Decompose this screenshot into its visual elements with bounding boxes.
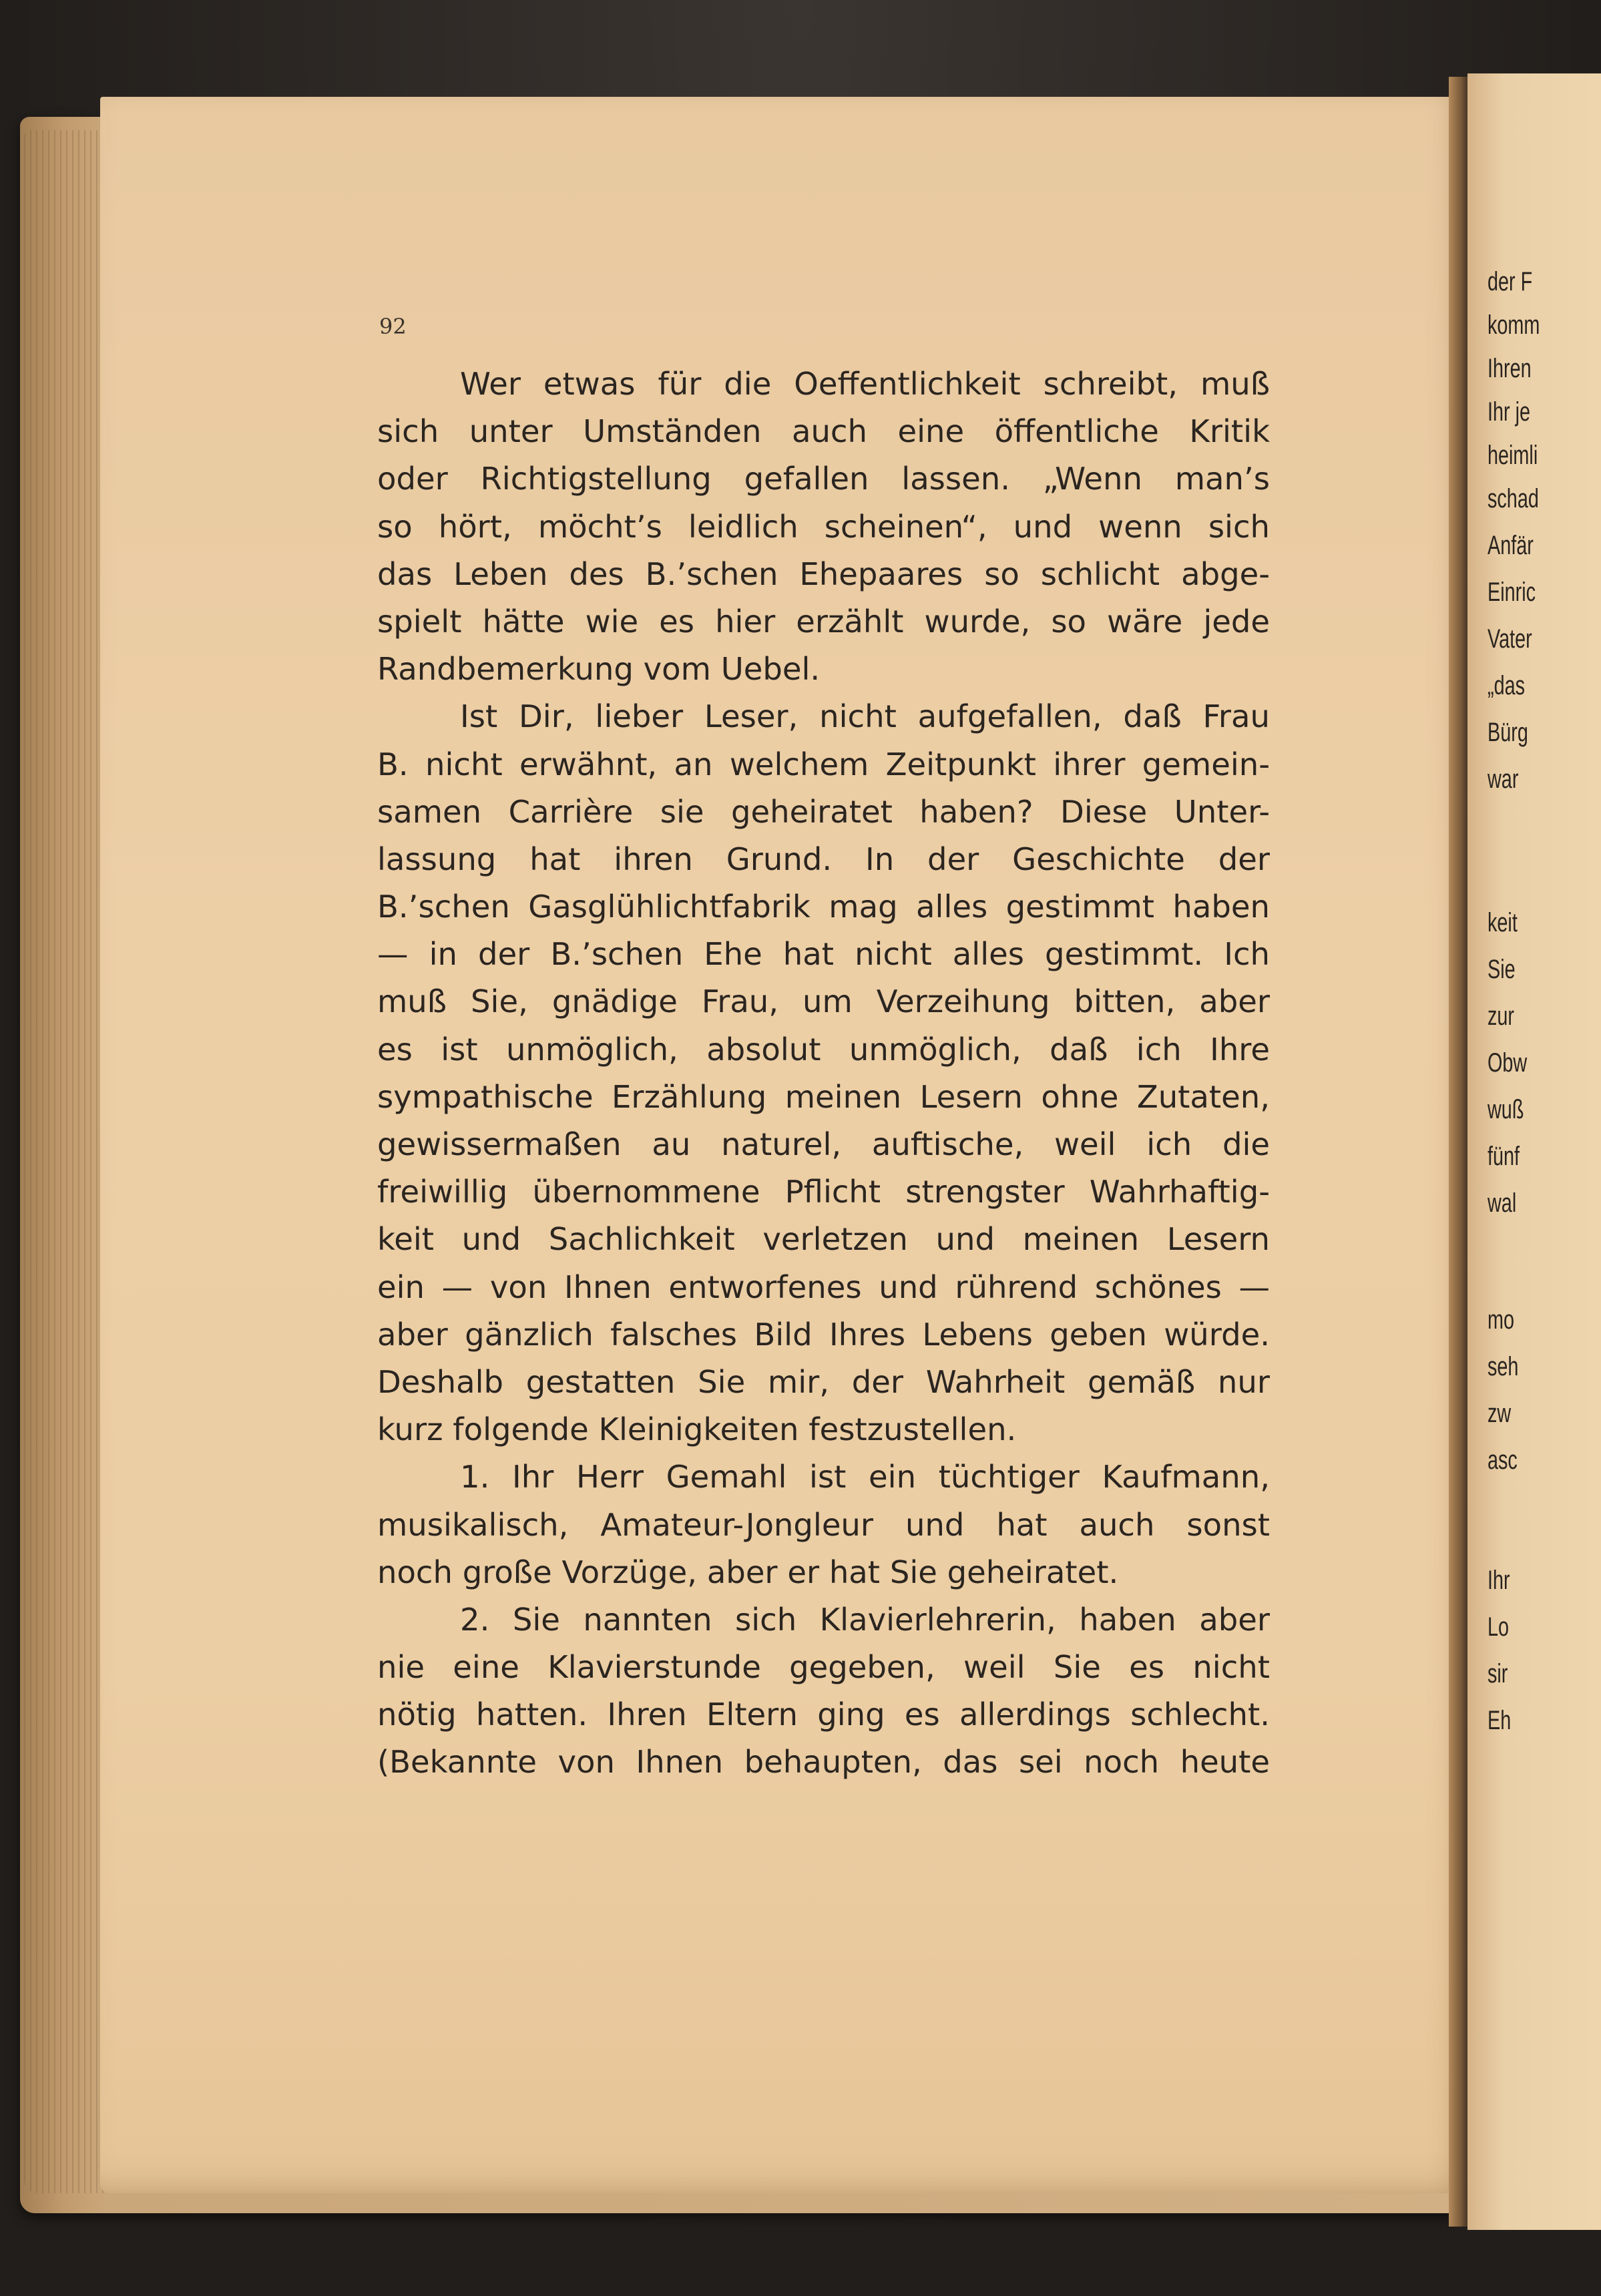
text-line: 2. Sie nannten sich Klavierlehrerin, haben aber <box>460 1601 1270 1638</box>
text-line: — in der B.’schen Ehe hat nicht alles gestimmt. Ich <box>377 936 1270 973</box>
text-line: gewissermaßen au naturel, auftische, weil ich die <box>377 1126 1270 1162</box>
text-line: (Bekannte von Ihnen behaupten, das sei noch heute <box>377 1744 1270 1781</box>
text-line: kurz folgende Kleinigkeiten festzustellen. <box>377 1411 1017 1448</box>
text-line: Deshalb gestatten Sie mir, der Wahrheit gemäß nur <box>377 1363 1270 1400</box>
right-page-line: Einric <box>1488 578 1536 607</box>
text-line: noch große Vorzüge, aber er hat Sie geheiratet. <box>377 1554 1119 1590</box>
right-page-line: zur <box>1488 1001 1515 1031</box>
text-line: ein — von Ihnen entworfenes und rührend schönes — <box>377 1269 1270 1305</box>
text-line: lassung hat ihren Grund. In der Geschichte der <box>377 841 1270 877</box>
text-line: aber gänzlich falsches Bild Ihres Lebens geben würde. <box>377 1316 1270 1353</box>
text-line: sich unter Umständen auch eine öffentliche Kritik <box>377 413 1270 450</box>
right-page-line: „das <box>1488 671 1526 700</box>
right-page-line: sir <box>1488 1659 1508 1688</box>
text-line: Ist Dir, lieber Leser, nicht aufgefallen, daß Frau <box>460 698 1270 735</box>
text-line: es ist unmöglich, absolut unmöglich, daß ich Ihre <box>377 1031 1270 1068</box>
text-line: musikalisch, Amateur-Jongleur und hat auch sonst <box>377 1506 1270 1543</box>
right-page-line: fünf <box>1488 1142 1520 1171</box>
text-line: samen Carrière sie geheiratet haben? Diese Unter- <box>377 793 1270 830</box>
text-line: sympathische Erzählung meinen Lesern ohne Zutaten, <box>377 1078 1270 1115</box>
text-line: Wer etwas für die Oeffentlichkeit schreibt, muß <box>460 366 1270 402</box>
text-line: 1. Ihr Herr Gemahl ist ein tüchtiger Kaufmann, <box>460 1459 1270 1496</box>
text-line: so hört, möcht’s leidlich scheinen“, und wenn sich <box>377 508 1270 545</box>
book-gutter <box>1449 77 1469 2227</box>
right-page-line: mo <box>1488 1305 1515 1335</box>
text-line: oder Richtigstellung gefallen lassen. „Wenn man’s <box>377 461 1270 497</box>
right-page-line: Ihr <box>1488 1566 1510 1595</box>
text-line: muß Sie, gnädige Frau, um Verzeihung bitten, aber <box>377 983 1270 1020</box>
right-page-line: war <box>1488 764 1519 794</box>
right-page-line: Bürg <box>1488 718 1528 747</box>
right-page-line: keit <box>1488 908 1518 937</box>
right-page-line: wal <box>1488 1188 1517 1218</box>
right-page-fragment <box>1467 73 1601 2230</box>
right-page-line: Vater <box>1488 624 1532 654</box>
right-page-line: wuß <box>1488 1095 1524 1124</box>
right-page-line: Ihren <box>1488 354 1532 383</box>
text-line: das Leben des B.’schen Ehepaares so schlicht abge- <box>377 555 1270 592</box>
right-page-line: Lo <box>1488 1612 1510 1642</box>
text-line: Randbemerkung vom Uebel. <box>377 651 821 688</box>
text-line: nötig hatten. Ihren Eltern ging es allerdings schlecht. <box>377 1696 1270 1733</box>
text-line: keit und Sachlichkeit verletzen und meinen Lesern <box>377 1221 1270 1258</box>
text-line: freiwillig übernommene Pflicht strengster Wahrhaftig- <box>377 1174 1270 1210</box>
right-page-line: komm <box>1488 310 1540 340</box>
right-page-line: Eh <box>1488 1706 1512 1735</box>
text-line: spielt hätte wie es hier erzählt wurde, so wäre jede <box>377 603 1270 640</box>
text-line: nie eine Klavierstunde gegeben, weil Sie es nicht <box>377 1649 1270 1686</box>
right-page-line: heimli <box>1488 441 1538 470</box>
right-page-line: schad <box>1488 484 1539 513</box>
right-page-line: Ihr je <box>1488 397 1531 427</box>
right-page-line: asc <box>1488 1445 1518 1475</box>
right-page-line: zw <box>1488 1399 1512 1428</box>
right-page-line: Obw <box>1488 1048 1528 1078</box>
page-number: 92 <box>379 314 407 339</box>
right-page-line: seh <box>1488 1352 1519 1381</box>
right-page-line: der F <box>1488 267 1533 296</box>
text-line: B. nicht erwähnt, an welchem Zeitpunkt ihrer gemein- <box>377 746 1270 782</box>
right-page-line: Sie <box>1488 955 1516 984</box>
text-line: B.’schen Gasglühlichtfabrik mag alles gestimmt haben <box>377 889 1270 925</box>
right-page-line: Anfär <box>1488 531 1534 560</box>
body-text <box>377 361 1270 1787</box>
